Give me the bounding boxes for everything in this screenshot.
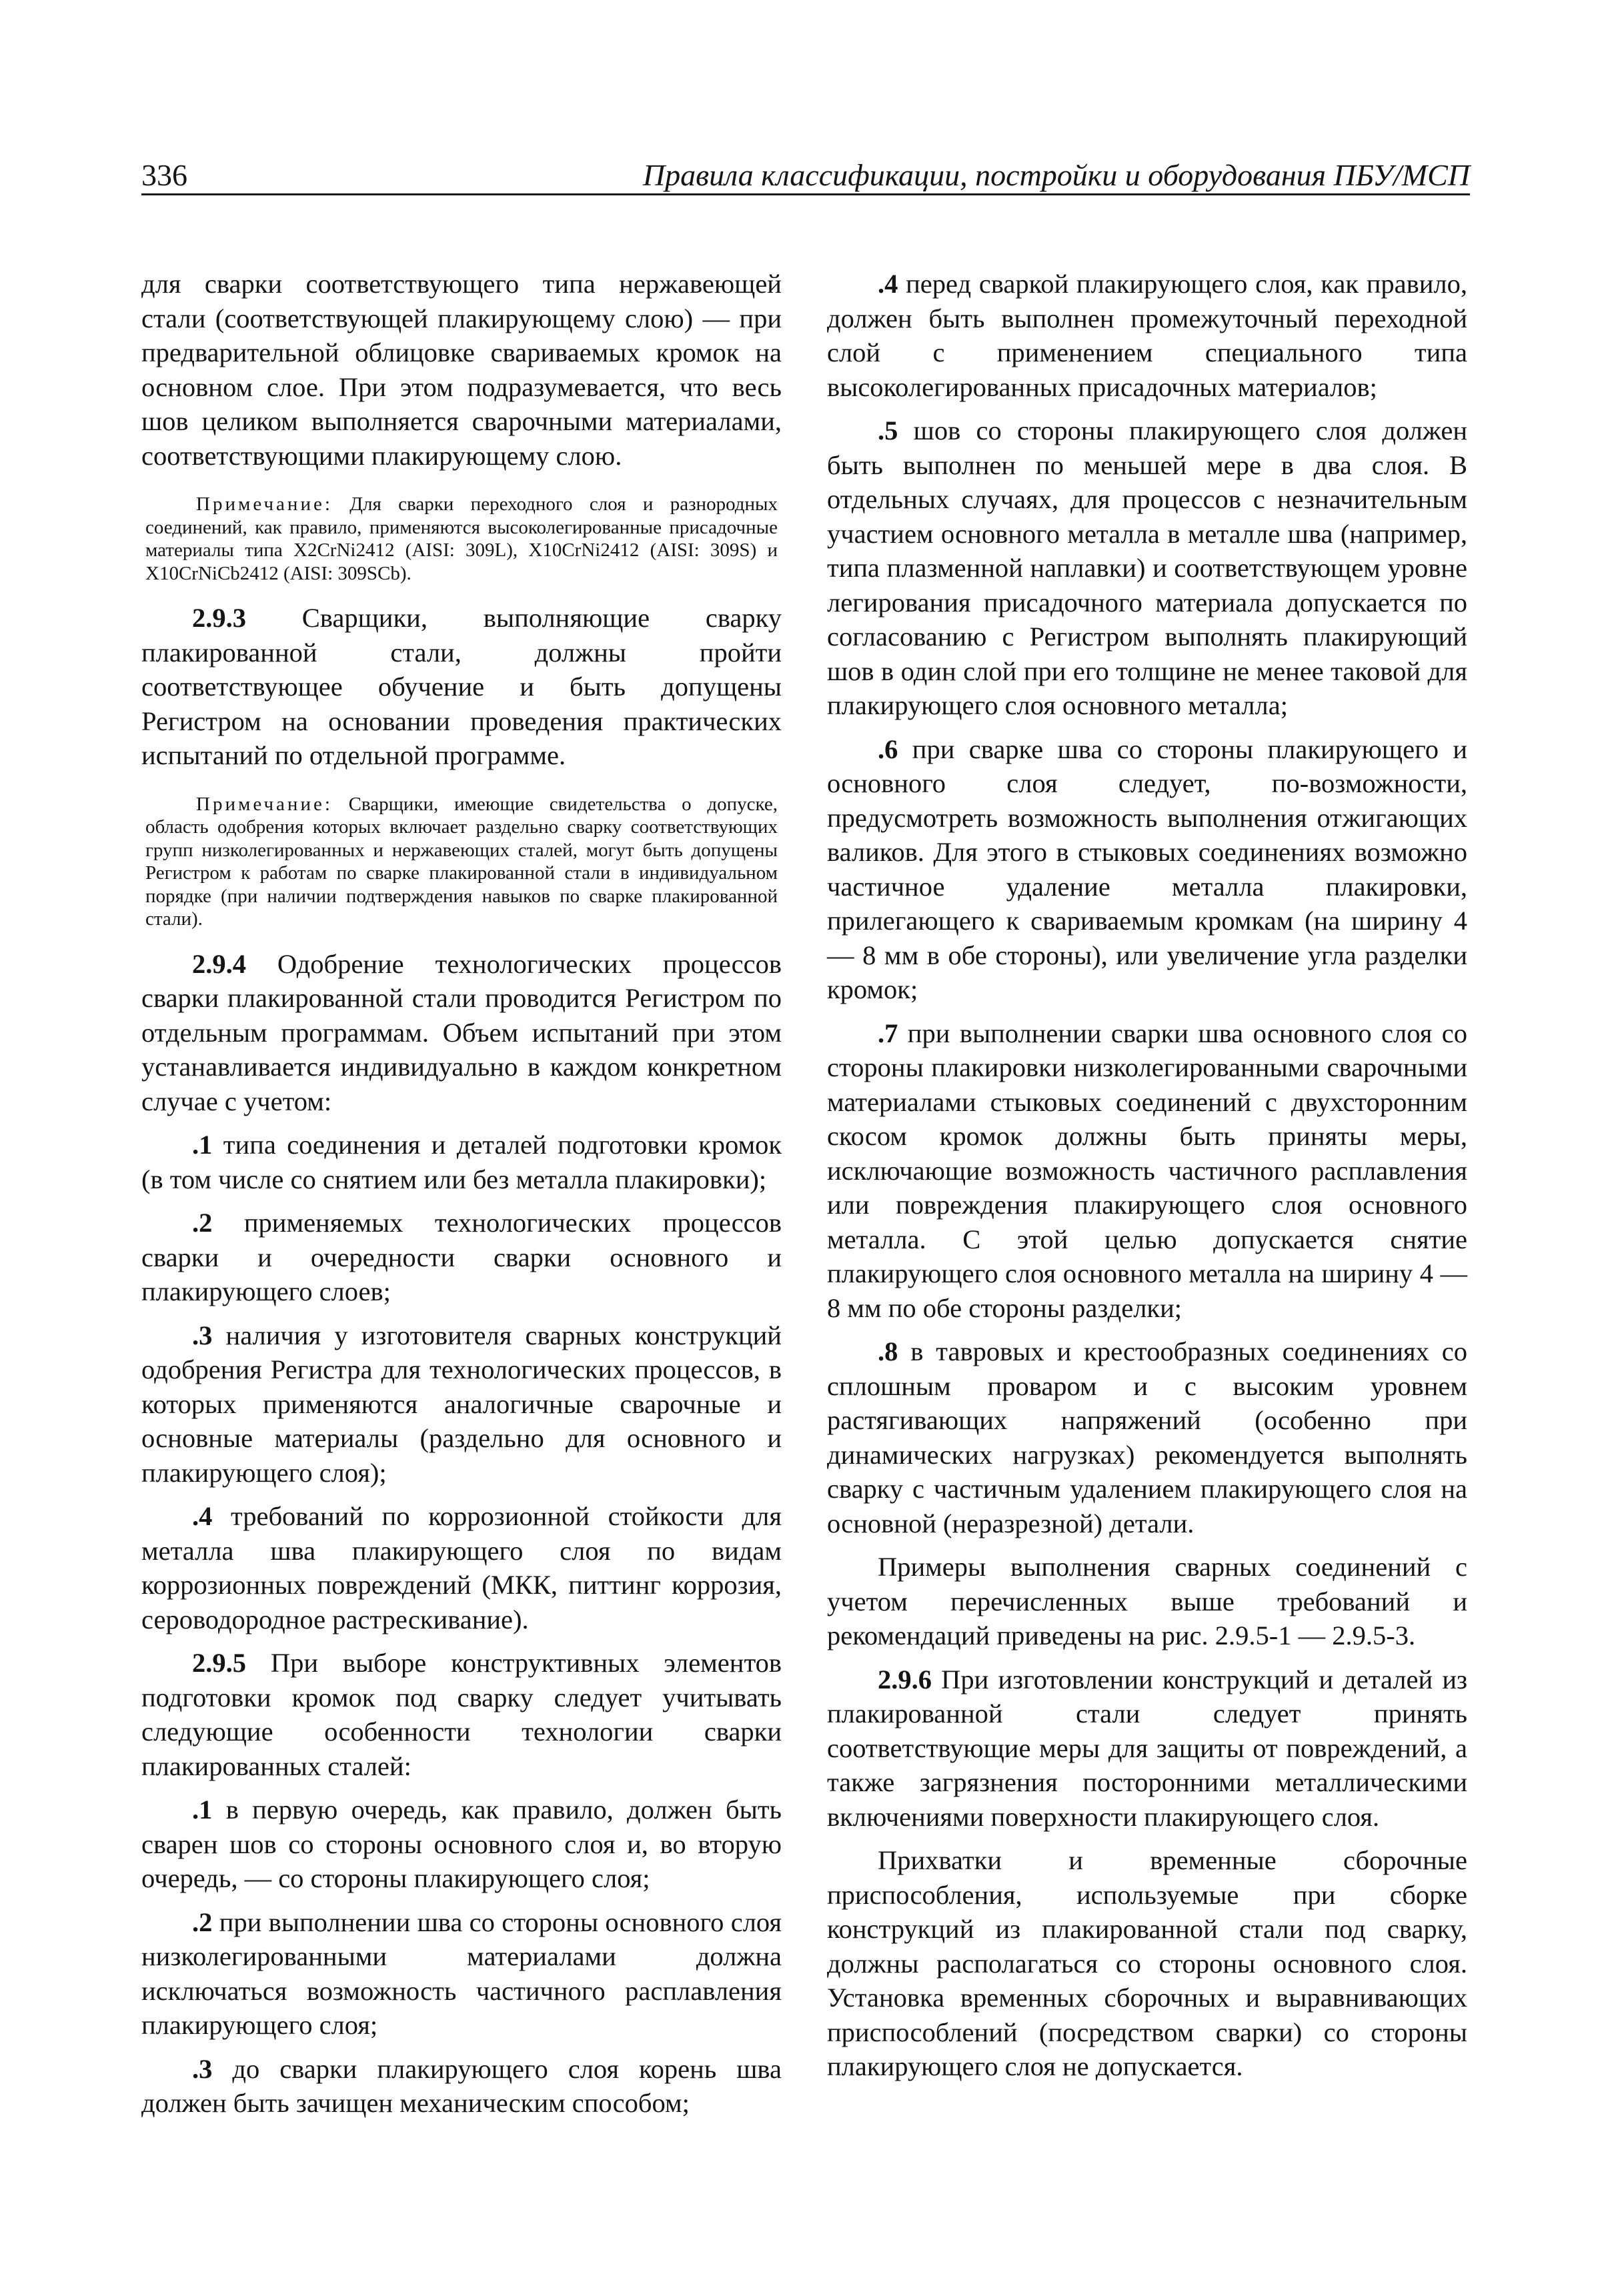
note-text: Для сварки переходного слоя и разнородных соединений, как правило, применяются высоколегированные присадочные материалы типа X2CrNi2412 (AISI: 309L), X10CrNi2412 (AISI: 309S) и X10CrNiCb2412 (AISI: 309SCb). — [145, 493, 778, 584]
list-item — [827, 413, 1467, 723]
item-text: при выполнении шва со стороны основного слоя низколегированными материалами должна исключаться возможность частичного расплавления плакирующего слоя; — [141, 1907, 782, 2040]
item-number: .2 — [192, 1208, 213, 1238]
list-item — [827, 732, 1467, 1007]
list-item — [141, 1905, 782, 2043]
item-text: в первую очередь, как правило, должен быть сварен шов со стороны основного слоя и, во вторую очередь, — со стороны плакирующего слоя; — [141, 1795, 782, 1893]
list-item — [141, 2052, 782, 2121]
left-column — [141, 267, 782, 2130]
item-text: требований по коррозионной стойкости для металла шва плакирующего слоя по видам коррозионных повреждений (МКК, питтинг коррозия, сероводородное растрескивание). — [141, 1501, 782, 1634]
note-label: Примечание: — [196, 493, 333, 515]
note-welders — [141, 793, 782, 931]
section-number: 2.9.4 — [192, 948, 246, 979]
note-welding-transition-layer — [141, 493, 782, 585]
item-text: шов со стороны плакирующего слоя должен быть выполнен по меньшей мере в два слоя. В отдельных случаях, для процессов с незначительным участием основного металла в металле шва (например, типа плазменной наплавки) и соответствующем уровне легирования присадочного материала допускается по согласованию с Регистром выполнять плакирующий шов в один слой при его толщине не менее таковой для плакирующего слоя основного металла; — [827, 415, 1467, 720]
section-text: При выборе конструктивных элементов подготовки кромок под сварку следует учитывать следующие особенности технологии сварки плакированных сталей: — [141, 1648, 782, 1781]
item-text: при выполнении сварки шва основного слоя со стороны плакировки низколегированными сварочными материалами стыковых соединений с двухсторонним скосом кромок должны быть приняты меры, исключающие возможность частичного расплавления или повреждения плакирующего слоя основного металла. С этой целью допускается снятие плакирующего слоя основного металла на ширину 4 — 8 мм по обе стороны разделки; — [827, 1018, 1467, 1323]
item-number: .1 — [192, 1130, 213, 1160]
right-column — [827, 267, 1467, 2093]
item-text: до сварки плакирующего слоя корень шва должен быть зачищен механическим способом; — [141, 2053, 782, 2118]
section-2-9-4 — [141, 947, 782, 1119]
section-text: Сварщики, выполняющие сварку плакированной стали, должны пройти соответствующее обучение и быть допущены Регистром на основании проведения практических испытаний по отдельной программе. — [141, 603, 782, 770]
list-item — [827, 1334, 1467, 1540]
item-number: .1 — [192, 1795, 213, 1825]
item-number: .3 — [192, 2053, 213, 2084]
item-number: .4 — [878, 269, 898, 299]
list-item — [141, 1206, 782, 1309]
list-item — [141, 1499, 782, 1636]
list-item — [141, 1128, 782, 1196]
section-text: При изготовлении конструкций и деталей из плакированной стали следует принять соответствующие меры для защиты от повреждений, а также загрязнения посторонними металлическими включениями поверхности плакирующего слоя. — [827, 1664, 1467, 1832]
note-text: Сварщики, имеющие свидетельства о допуске, область одобрения которых включает раздельно сварку соответствующих групп низколегированных и нержавеющих сталей, могут быть допущены Регистром к работам по сварке плакированной стали в индивидуальном порядке (при наличии подтверждения навыков по сварке плакированной стали). — [145, 793, 778, 930]
item-text: наличия у изготовителя сварных конструкций одобрения Регистра для технологических процессов, в которых применяются аналогичные сварочные и основные материалы (раздельно для основного и плакирующего слоя); — [141, 1320, 782, 1488]
page-header — [141, 151, 1470, 195]
section-number: 2.9.6 — [878, 1664, 932, 1694]
running-title: Правила классификации, постройки и оборудования ПБУ/МСП — [642, 158, 1470, 192]
paragraph-continuation: для сварки соответствующего типа нержавеющей стали (соответствующей плакирующему слою) — при предварительной облицовке свариваемых кромок на основном слое. При этом подразумевается, что весь шов целиком выполняется сварочными материалами, соответствующими плакирующему слою. — [141, 269, 782, 471]
list-item — [141, 1318, 782, 1490]
item-number: .8 — [878, 1336, 898, 1366]
item-text: при сварке шва со стороны плакирующего и основного слоя следует, по-возможности, предусмотреть возможность выполнения отжигающих валиков. Для этого в стыковых соединениях возможно частичное удаление металла плакировки, прилегающего к свариваемым кромкам (на ширину 4 — 8 мм в обе стороны), или увеличение угла разделки кромок; — [827, 734, 1468, 1004]
section-2-9-5 — [141, 1646, 782, 1783]
item-number: .5 — [878, 415, 898, 445]
section-2-9-6 — [827, 1662, 1467, 1835]
paragraph-examples: Примеры выполнения сварных соединений с учетом перечисленных выше требований и рекомендаций приведены на рис. 2.9.5-1 — 2.9.5-3. — [827, 1552, 1467, 1650]
item-number: .6 — [878, 734, 898, 764]
section-text: Одобрение технологических процессов сварки плакированной стали проводится Регистром по отдельным программам. Объем испытаний при этом устанавливается индивидуально в каждом конкретном случае с учетом: — [141, 948, 782, 1116]
list-item — [827, 267, 1467, 404]
section-number: 2.9.5 — [192, 1648, 246, 1678]
page-number: 336 — [141, 158, 187, 192]
section-2-9-3 — [141, 601, 782, 773]
item-text: типа соединения и деталей подготовки кромок (в том числе со снятием или без металла плакировки); — [141, 1130, 782, 1194]
note-label: Примечание: — [196, 793, 333, 815]
paragraph-tacks: Прихватки и временные сборочные приспособления, используемые при сборке конструкций из плакированной стали под сварку, должны располагаться со стороны основного слоя. Установка временных сборочных и выравнивающих приспособлений (посредством сварки) со стороны плакирующего слоя не допускается. — [827, 1845, 1467, 2081]
item-number: .2 — [192, 1907, 213, 1937]
item-text: в тавровых и крестообразных соединениях со сплошным проваром и с высоким уровнем растягивающих напряжений (особенно при динамических нагрузках) рекомендуется выполнять сварку с частичным удалением плакирующего слоя на основной (неразрезной) детали. — [827, 1336, 1468, 1538]
item-text: применяемых технологических процессов сварки и очередности сварки основного и плакирующего слоев; — [141, 1208, 782, 1306]
item-number: .3 — [192, 1320, 213, 1350]
list-item — [827, 1016, 1467, 1326]
section-number: 2.9.3 — [192, 603, 246, 633]
item-number: .4 — [192, 1501, 213, 1531]
item-text: перед сваркой плакирующего слоя, как правило, должен быть выполнен промежуточный переходной слой с применением специального типа высоколегированных присадочных материалов; — [827, 269, 1467, 402]
list-item — [141, 1793, 782, 1896]
item-number: .7 — [878, 1018, 898, 1048]
